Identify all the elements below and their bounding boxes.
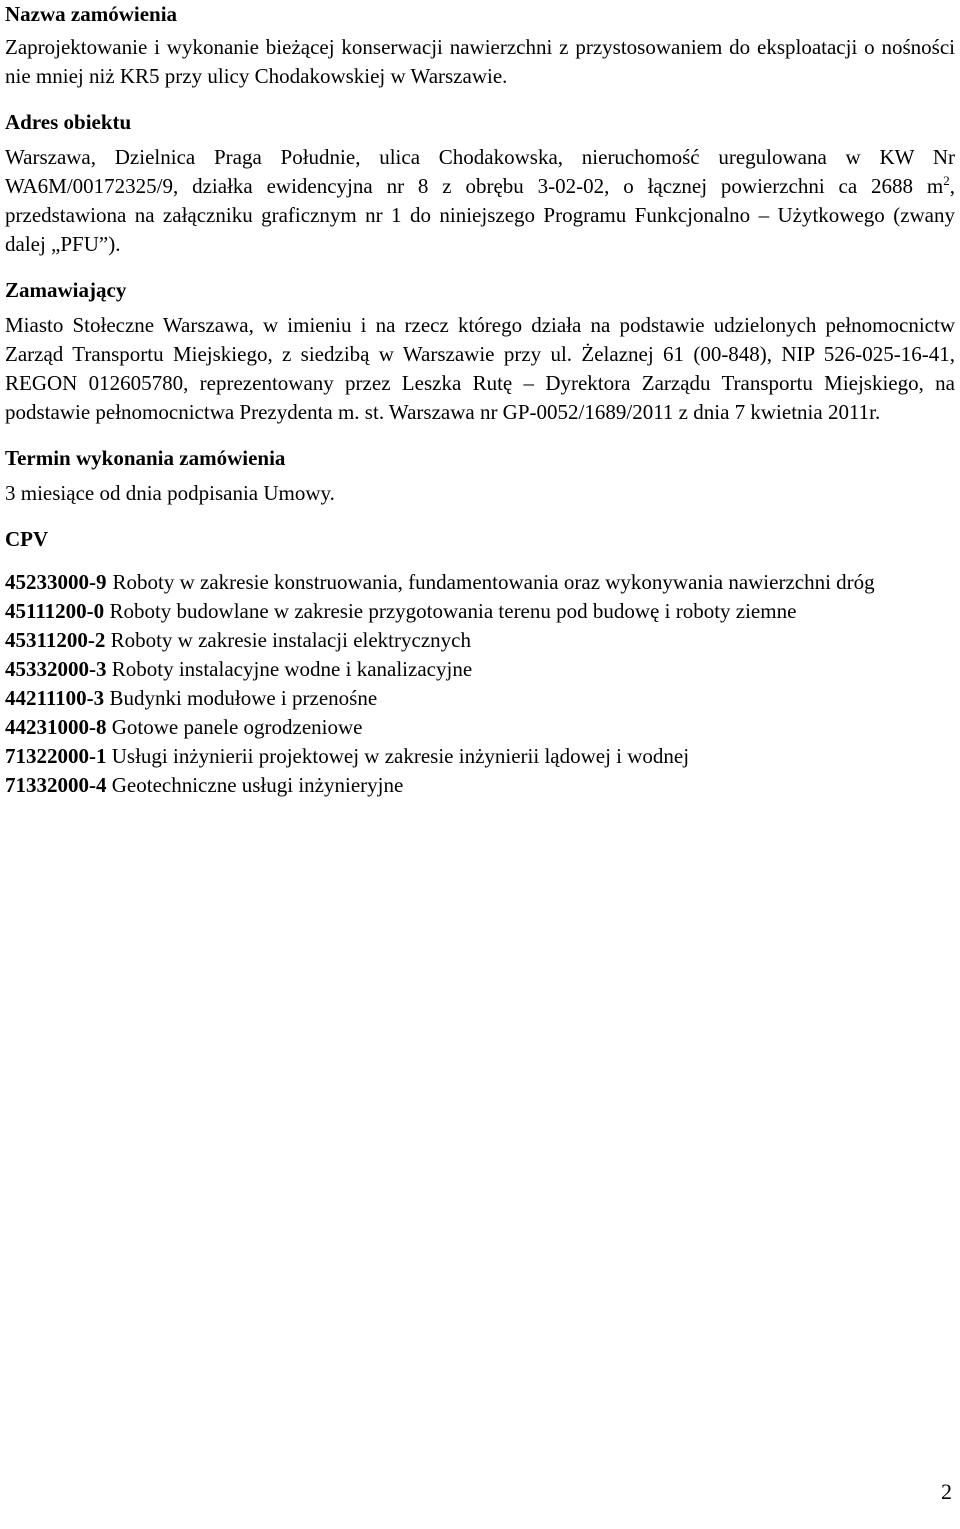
section-termin <box>5 444 955 508</box>
cpv-code: 44211100-3 <box>5 686 105 710</box>
cpv-description: Geotechniczne usługi inżynieryjne <box>111 773 404 797</box>
document-page <box>5 0 955 817</box>
page-number: 2 <box>941 1479 952 1504</box>
cpv-item <box>5 742 955 771</box>
section-body-nazwa: Zaprojektowanie i wykonanie bieżącej konserwacji nawierzchni z przystosowaniem do eksploatacji o nośności nie mniej niż KR5 przy ulicy Chodakowskiej w Warszawie. <box>5 35 955 88</box>
section-zamawiajacy <box>5 276 955 427</box>
section-body-termin: 3 miesiące od dnia podpisania Umowy. <box>5 481 335 505</box>
cpv-description: Gotowe panele ogrodzeniowe <box>111 715 363 739</box>
cpv-item <box>5 684 955 713</box>
adres-text-part2: , przedstawiona na załączniku graficznym nr 1 do niniejszego Programu Funkcjonalno – Użytkowego (zwany dalej „PFU”). <box>5 174 955 256</box>
cpv-code: 45311200-2 <box>5 628 106 652</box>
cpv-item <box>5 655 955 684</box>
cpv-description: Roboty instalacyjne wodne i kanalizacyjne <box>111 657 473 681</box>
cpv-description: Roboty w zakresie konstruowania, fundamentowania oraz wykonywania nawierzchni dróg <box>112 570 875 594</box>
section-cpv <box>5 525 955 800</box>
section-heading-cpv: CPV <box>5 527 49 551</box>
section-adres <box>5 108 955 259</box>
cpv-code: 71322000-1 <box>5 744 107 768</box>
cpv-item <box>5 626 955 655</box>
cpv-list <box>5 568 955 800</box>
cpv-description: Budynki modułowe i przenośne <box>109 686 378 710</box>
section-heading-zamawiajacy: Zamawiający <box>5 278 127 302</box>
cpv-code: 45332000-3 <box>5 657 107 681</box>
cpv-item <box>5 771 955 800</box>
cpv-description: Roboty budowlane w zakresie przygotowania terenu pod budowę i roboty ziemne <box>109 599 797 623</box>
cpv-item <box>5 568 955 597</box>
cpv-code: 45111200-0 <box>5 599 105 623</box>
cpv-item <box>5 597 955 626</box>
cpv-item <box>5 713 955 742</box>
cpv-description: Usługi inżynierii projektowej w zakresie inżynierii lądowej i wodnej <box>111 744 690 768</box>
cpv-code: 44231000-8 <box>5 715 107 739</box>
section-body-adres <box>5 143 955 259</box>
cpv-code: 45233000-9 <box>5 570 107 594</box>
cpv-code: 71332000-4 <box>5 773 107 797</box>
adres-text-part1: Warszawa, Dzielnica Praga Południe, ulica Chodakowska, nieruchomość uregulowana w KW Nr WA6M/00172325/9, działka ewidencyjna nr 8 z obrębu 3-02-02, o łącznej powierzchni ca 2688 m <box>5 145 955 198</box>
section-nazwa <box>5 0 955 91</box>
adres-superscript: 2 <box>943 173 950 188</box>
section-heading-adres: Adres obiektu <box>5 110 132 134</box>
section-body-zamawiajacy: Miasto Stołeczne Warszawa, w imieniu i na rzecz którego działa na podstawie udzielonych pełnomocnictw Zarząd Transportu Miejskiego, z siedzibą w Warszawie przy ul. Żelaznej 61 (00-848), NIP 526-025-16-41, REGON 012605780, reprezentowany przez Leszka Rutę – Dyrektora Zarządu Transportu Miejskiego, na podstawie pełnomocnictwa Prezydenta m. st. Warszawa nr GP-0052/1689/2011 z dnia 7 kwietnia 2011r. <box>5 313 955 424</box>
section-heading-termin: Termin wykonania zamówienia <box>5 446 286 470</box>
cpv-description: Roboty w zakresie instalacji elektrycznych <box>110 628 471 652</box>
section-heading-nazwa: Nazwa zamówienia <box>5 2 178 26</box>
